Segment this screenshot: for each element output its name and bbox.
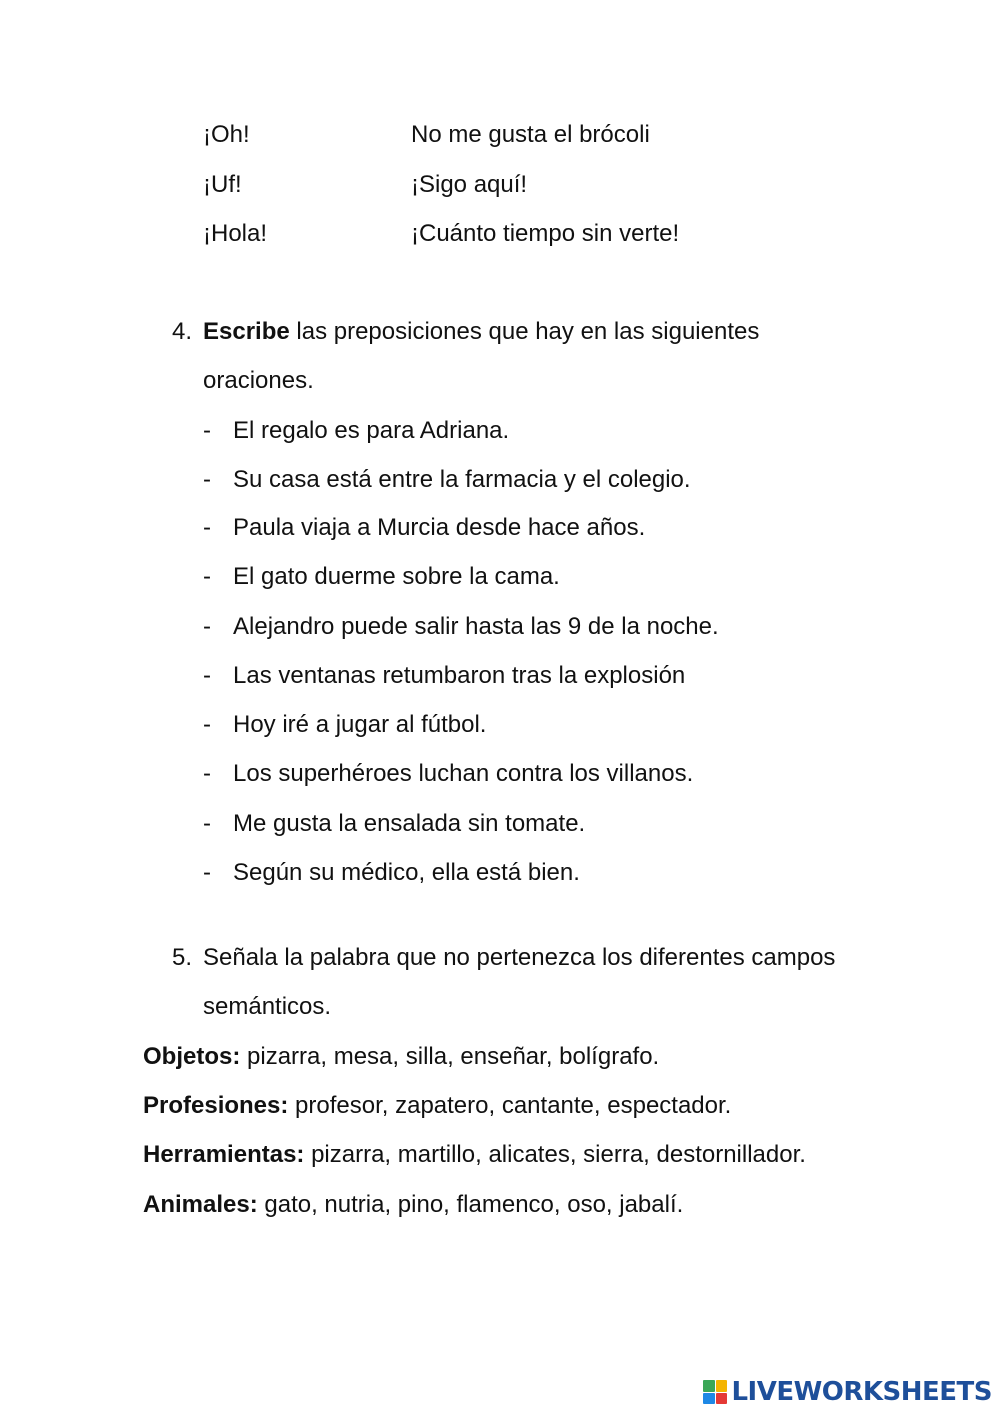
interjection-word: ¡Oh! bbox=[203, 121, 250, 148]
list-dash: - bbox=[203, 613, 211, 640]
list-item: Su casa está entre la farmacia y el colegio. bbox=[233, 466, 691, 493]
list-dash: - bbox=[203, 711, 211, 738]
list-item: Las ventanas retumbaron tras la explosión bbox=[233, 662, 686, 689]
interjection-phrase: ¡Cuánto tiempo sin verte! bbox=[411, 220, 680, 247]
interjection-word: ¡Hola! bbox=[203, 220, 268, 247]
list-dash: - bbox=[203, 662, 211, 689]
question-4-prompt-line2: oraciones. bbox=[203, 367, 314, 394]
semantic-field-row bbox=[143, 1190, 683, 1220]
semantic-field-words: gato, nutria, pino, flamenco, oso, jabalí. bbox=[257, 1191, 684, 1218]
question-5-number: 5. bbox=[172, 944, 193, 971]
logo-icon bbox=[703, 1380, 727, 1404]
list-item: Hoy iré a jugar al fútbol. bbox=[233, 711, 487, 738]
list-dash: - bbox=[203, 859, 211, 886]
list-dash: - bbox=[203, 810, 211, 837]
semantic-field-row bbox=[143, 1140, 806, 1170]
semantic-field-label: Animales: bbox=[143, 1191, 258, 1218]
semantic-field-row bbox=[143, 1042, 659, 1072]
semantic-field-label: Profesiones: bbox=[143, 1092, 289, 1119]
interjection-phrase: ¡Sigo aquí! bbox=[411, 171, 528, 198]
list-item: El gato duerme sobre la cama. bbox=[233, 563, 560, 590]
question-5-prompt-line2: semánticos. bbox=[203, 993, 332, 1020]
list-item: Me gusta la ensalada sin tomate. bbox=[233, 810, 586, 837]
list-dash: - bbox=[203, 417, 211, 444]
list-dash: - bbox=[203, 514, 211, 541]
semantic-field-words: pizarra, mesa, silla, enseñar, bolígrafo. bbox=[240, 1043, 660, 1070]
liveworksheets-logo bbox=[703, 1377, 992, 1407]
list-item: Los superhéroes luchan contra los villanos. bbox=[233, 760, 694, 787]
list-item: Paula viaja a Murcia desde hace años. bbox=[233, 514, 646, 541]
logo-text: LIVEWORKSHEETS bbox=[731, 1377, 992, 1407]
list-item: Según su médico, ella está bien. bbox=[233, 859, 580, 886]
list-item: Alejandro puede salir hasta las 9 de la noche. bbox=[233, 613, 719, 640]
semantic-field-row bbox=[143, 1091, 731, 1121]
semantic-field-words: pizarra, martillo, alicates, sierra, destornillador. bbox=[304, 1141, 806, 1168]
question-5-prompt: Señala la palabra que no pertenezca los diferentes campos bbox=[203, 944, 836, 971]
semantic-field-words: profesor, zapatero, cantante, espectador. bbox=[288, 1092, 732, 1119]
question-4-prompt bbox=[203, 317, 759, 347]
semantic-field-label: Herramientas: bbox=[143, 1141, 305, 1168]
semantic-field-label: Objetos: bbox=[143, 1043, 241, 1070]
interjection-word: ¡Uf! bbox=[203, 171, 242, 198]
question-4-verb: Escribe bbox=[203, 318, 290, 345]
list-dash: - bbox=[203, 563, 211, 590]
question-4-number: 4. bbox=[172, 318, 193, 345]
list-dash: - bbox=[203, 760, 211, 787]
list-item: El regalo es para Adriana. bbox=[233, 417, 510, 444]
list-dash: - bbox=[203, 466, 211, 493]
interjection-phrase: No me gusta el brócoli bbox=[411, 121, 650, 148]
question-4-prompt-rest: las preposiciones que hay en las siguientes bbox=[289, 318, 760, 345]
